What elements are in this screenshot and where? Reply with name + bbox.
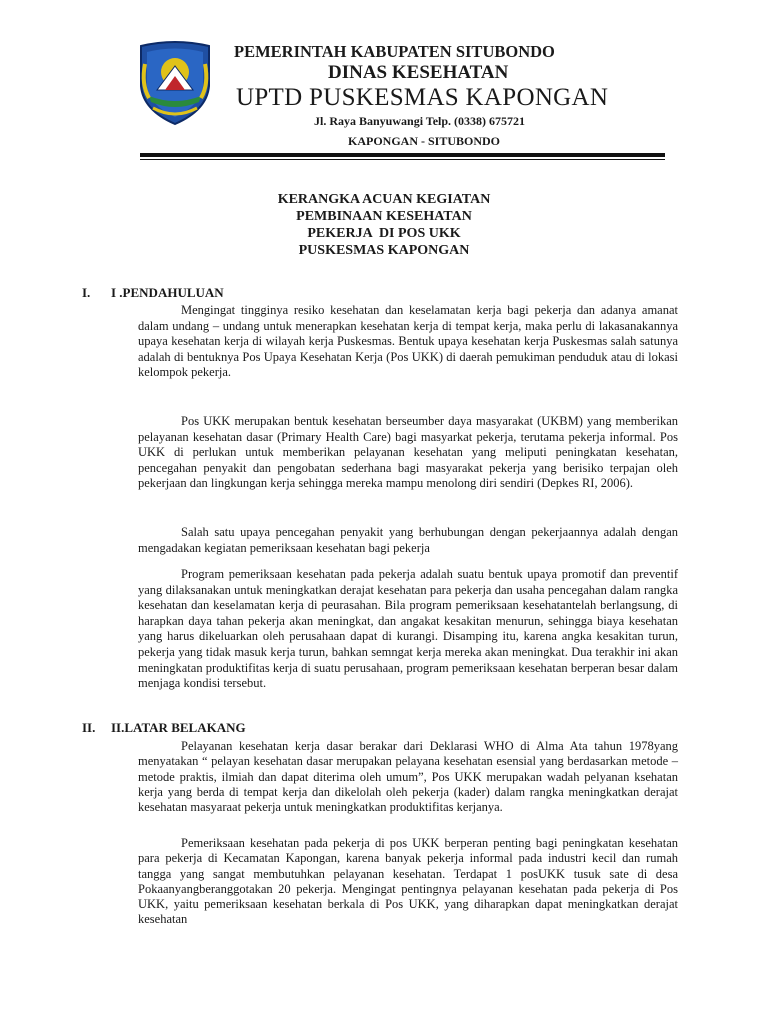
- paragraph: Program pemeriksaan kesehatan pada pekerja adalah suatu bentuk upaya promotif dan preventif yang dilaksanakan untuk meningkatkan derajat kesehatan para pekerja dan usaha pencegahan dalam rangka kesehatan dan keselamatan kerja di peurasahan. Bila program pemeriksaan kesehatantelah berlangsung, di harapkan daya tahan pekerja akan meningkat, dan angakat kesakitan menurun, sehingga biaya kesehatan yang harus dikeluarkan oleh perusahaan dapat di kurangi. Disamping itu, karena angka kesakitan turun, pekerja yang tidak masuk kerja turun, bahkan semngat kerja mereka akan meningkat. Dua terakhir ini akan meningkatan produktifitas kerja di suatu perusahaan, program pemeriksaan kesehatan berperan besar dalam menjaga kondisi tersebut.: [138, 567, 678, 691]
- letterhead-institution: UPTD PUSKESMAS KAPONGAN: [236, 84, 609, 111]
- title-line-3: PEKERJA DI POS UKK: [307, 226, 461, 241]
- title-line-1: KERANGKA ACUAN KEGIATAN: [277, 192, 491, 207]
- paragraph: Salah satu upaya pencegahan penyakit yang berhubungan dengan pekerjaannya adalah dengan mengadakan kegiatan pemeriksaan kesehatan bagi pekerja: [138, 525, 678, 555]
- letterhead-city: KAPONGAN - SITUBONDO: [348, 134, 501, 148]
- paragraph: Pemeriksaan kesehatan pada pekerja di pos UKK berperan penting bagi peningkatan kesehatan para pekerja di Kecamatan Kapongan, karena banyak pekerja informal pada industri kecil dan rumah tangga yang sangat membutuhkan pelayanan kesehatan. Terdapat 1 posUKK tusuk sate di desa Pokaanyangberanggotakan 20 pekerja. Mengingat pentingnya pelayanan kesehatan pada pekerja di Pos UKK, yaitu pemeriksaan kesehatan berkala di Pos UKK, yang diharapkan dapat meningkatkan derajat kesehatan: [138, 836, 678, 927]
- section-1-heading: I .PENDAHULUAN: [111, 285, 224, 300]
- paragraph: Pos UKK merupakan bentuk kesehatan berseumber daya masyarakat (UKBM) yang memberikan pelayanan kesehatan dasar (Primary Health Care) bagi masyarkat pekerja, terutama pekerja informal. Pos UKK di perlukan untuk memberikan pelayanan kesehatan yang meliputi peningkatan kesehatan, pencegahan penyakit dan pengobatan sederhana bagi masyarakat pekerja yang berisiko terpajan oleh pekerjaan dan lingkungan kerja sehingga mereka mampu menolong diri sendiri (Depkes RI, 2006).: [138, 414, 678, 491]
- section-2-heading: II.LATAR BELAKANG: [111, 720, 246, 735]
- letterhead-address: Jl. Raya Banyuwangi Telp. (0338) 675721: [314, 114, 526, 128]
- paragraph: Pelayanan kesehatan kerja dasar berakar dari Deklarasi WHO di Alma Ata tahun 1978yang menyatakan “ pelayan kesehatan dasar merupakan pelayana kesehatan esensial yang berdasarkan metode – metode praktis, ilmiah dan dapat diterima oleh umum”, Pos UKK merupakan wadah pelyanan ksehatan kerja yang berda di tempat kerja dan dikelolah oleh pekerja (kader) dalam rangka meningkatkan derajat kesehatan masyaraat pekerja untuk meningkatkan produktifitas kerjanya.: [138, 739, 678, 815]
- letterhead-divider-thick: [140, 153, 665, 157]
- letterhead-government: PEMERINTAH KABUPATEN SITUBONDO: [234, 42, 555, 61]
- paragraph: Mengingat tingginya resiko kesehatan dan keselamatan kerja bagi pekerja dan adanya amanat dalam undang – undang untuk menerapkan kesehatan kerja di tempat kerja, maka perlu di lakasanakannya upaya kesehatan kerja di wilayah kerja Puskesmas. Bentuk upaya kesehatan kerja Puskesmas salah satunya adalah di bentuknya Pos Upaya Kesehatan Kerja (Pos UKK) di daerah pemukiman penduduk atau di lokasi kelompok pekerja.: [138, 303, 678, 380]
- regency-emblem-logo: [135, 40, 215, 126]
- section-1-number: I.: [82, 285, 91, 300]
- letterhead-divider-thin: [140, 159, 665, 160]
- title-line-2: PEMBINAAN KESEHATAN: [296, 209, 472, 224]
- situbondo-regency-emblem-icon: [135, 40, 215, 126]
- document-title: [0, 191, 768, 259]
- title-line-4: PUSKESMAS KAPONGAN: [298, 243, 470, 258]
- section-2-number: II.: [82, 720, 96, 735]
- letterhead-department: DINAS KESEHATAN: [328, 62, 509, 83]
